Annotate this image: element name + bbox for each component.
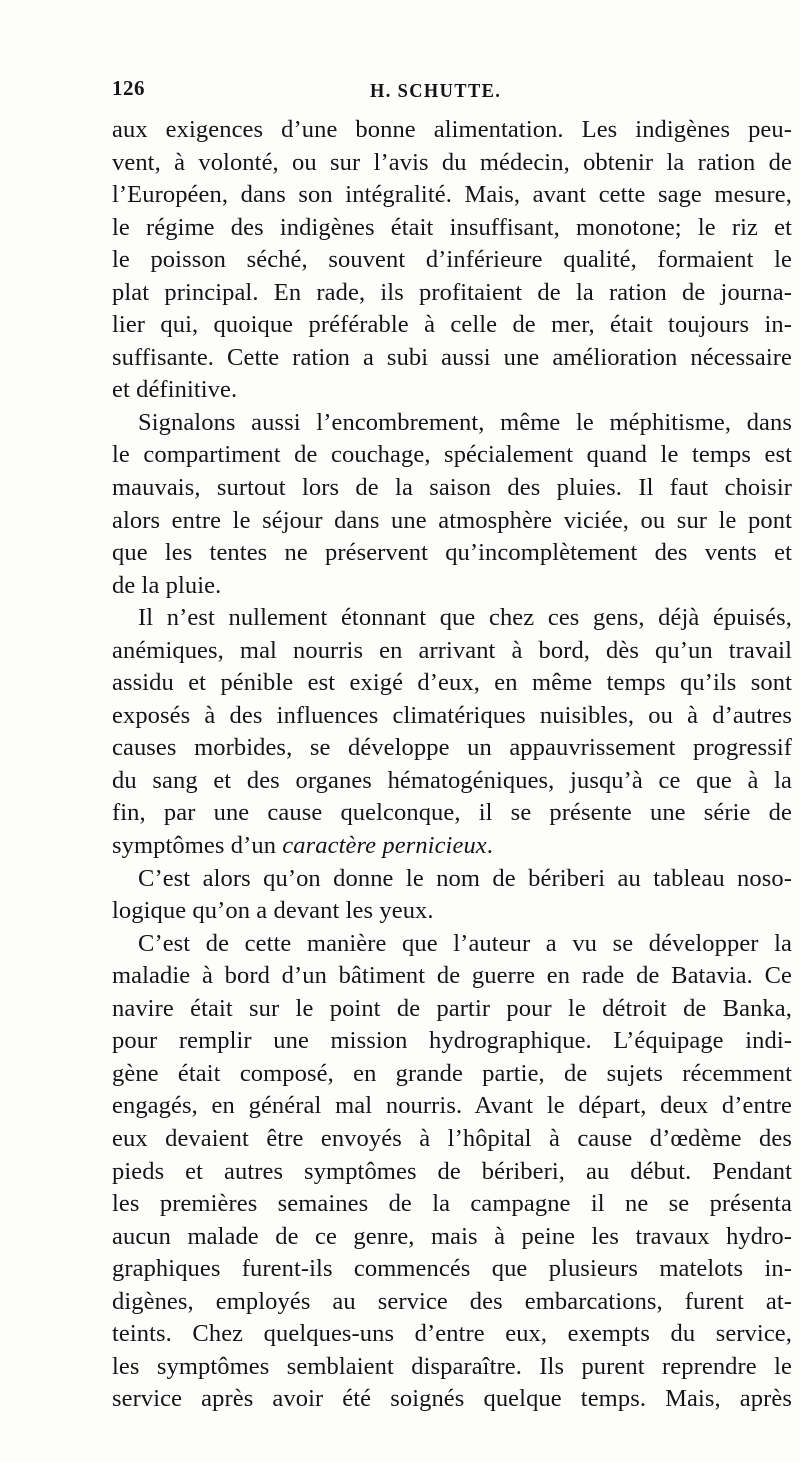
line-text: eux devaient être envoyés à l’hôpital à cause d’œdème des — [112, 1124, 792, 1152]
text-line — [112, 407, 792, 440]
line-text: pieds et autres symptômes de bériberi, au début. Pendant — [112, 1157, 792, 1185]
text-line — [112, 505, 792, 538]
text-line — [112, 765, 792, 798]
text-line — [112, 570, 792, 603]
line-text: graphiques furent-ils commencés que plusieurs matelots in- — [112, 1255, 792, 1283]
line-text: logique qu’on a devant les yeux. — [112, 897, 434, 925]
page-header — [112, 76, 792, 108]
text-line — [112, 309, 792, 342]
line-text: le poisson séché, souvent d’inférieure qualité, formaient le — [112, 246, 792, 274]
text-line — [112, 439, 792, 472]
text-line — [112, 1188, 792, 1221]
text-line — [112, 1090, 792, 1123]
text-line — [112, 928, 792, 961]
line-text: pour remplir une mission hydrographique. L’équipage indi- — [112, 1027, 792, 1055]
text-line — [112, 1156, 792, 1189]
line-text: symptômes d’un — [112, 832, 283, 860]
text-line — [112, 114, 792, 147]
text-line — [112, 1025, 792, 1058]
text-line — [112, 1318, 792, 1351]
line-text: de la pluie. — [112, 571, 222, 599]
line-text: exposés à des influences climatériques nuisibles, ou à d’autres — [112, 701, 792, 729]
text-line — [112, 179, 792, 212]
line-text: les premières semaines de la campagne il ne se présenta — [112, 1190, 792, 1218]
text-line — [112, 993, 792, 1026]
page-number: 126 — [112, 76, 145, 100]
line-text: C’est alors qu’on donne le nom de bériberi au tableau noso- — [138, 864, 792, 892]
line-text: vent, à volonté, ou sur l’avis du médecin, obtenir la ration de — [112, 148, 792, 176]
text-line — [112, 244, 792, 277]
text-line — [112, 1253, 792, 1286]
italic-phrase: caractère pernicieux — [282, 832, 487, 860]
line-text: navire était sur le point de partir pour le détroit de Banka, — [112, 994, 792, 1022]
line-text: que les tentes ne préservent qu’incomplètement des vents et — [112, 539, 792, 567]
line-text: Il n’est nullement étonnant que chez ces gens, déjà épuisés, — [138, 604, 792, 632]
line-text: gène était composé, en grande partie, de sujets récemment — [112, 1059, 792, 1087]
text-line — [112, 667, 792, 700]
text-line — [112, 277, 792, 310]
line-text: plat principal. En rade, ils profitaient de la ration de journa- — [112, 278, 792, 306]
text-line — [112, 700, 792, 733]
line-text: aux exigences d’une bonne alimentation. Les indigènes peu- — [112, 116, 792, 143]
text-line — [112, 1123, 792, 1156]
text-line — [112, 732, 792, 765]
text-line — [112, 1351, 792, 1384]
text-line — [112, 960, 792, 993]
text-line — [112, 147, 792, 180]
line-text: service après avoir été soignés quelque temps. Mais, après — [112, 1385, 792, 1413]
running-head: H. SCHUTTE. — [370, 80, 502, 102]
line-text: lier qui, quoique préférable à celle de mer, était toujours in- — [112, 311, 792, 339]
line-text: mauvais, surtout lors de la saison des pluies. Il faut choisir — [112, 474, 792, 502]
line-text: causes morbides, se développe un appauvrissement progressif — [112, 734, 792, 762]
text-line — [112, 797, 792, 830]
line-text: le compartiment de couchage, spécialement quand le temps est — [112, 441, 792, 469]
text-line — [112, 863, 792, 896]
line-text: digènes, employés au service des embarcations, furent at- — [112, 1287, 792, 1315]
text-line — [112, 1286, 792, 1319]
line-text-tail: . — [486, 832, 493, 860]
line-text: C’est de cette manière que l’auteur a vu se développer la — [138, 929, 792, 957]
text-line — [112, 635, 792, 668]
line-text: et définitive. — [112, 376, 238, 404]
line-text: Signalons aussi l’encombrement, même le méphitisme, dans — [138, 408, 792, 436]
text-line — [112, 212, 792, 245]
text-line — [112, 374, 792, 407]
line-text: fin, par une cause quelconque, il se présente une série de — [112, 799, 792, 827]
line-text: le régime des indigènes était insuffisant, monotone; le riz et — [112, 213, 792, 241]
text-line — [112, 602, 792, 635]
text-line — [112, 1221, 792, 1254]
body-text — [112, 114, 792, 1416]
text-line — [112, 472, 792, 505]
text-line — [112, 1058, 792, 1091]
line-text: teints. Chez quelques-uns d’entre eux, exempts du service, — [112, 1320, 792, 1348]
line-text: suffisante. Cette ration a subi aussi une amélioration nécessaire — [112, 343, 792, 371]
line-text: maladie à bord d’un bâtiment de guerre en rade de Batavia. Ce — [112, 962, 792, 990]
text-line — [112, 537, 792, 570]
text-line — [112, 1383, 792, 1416]
text-line — [112, 895, 792, 928]
line-text: alors entre le séjour dans une atmosphère viciée, ou sur le pont — [112, 506, 792, 534]
line-text: engagés, en général mal nourris. Avant le départ, deux d’entre — [112, 1092, 792, 1120]
line-text: du sang et des organes hématogéniques, jusqu’à ce que à la — [112, 766, 792, 794]
line-text: les symptômes semblaient disparaître. Ils purent reprendre le — [112, 1352, 792, 1380]
line-text: anémiques, mal nourris en arrivant à bord, dès qu’un travail — [112, 636, 792, 664]
text-line — [112, 342, 792, 375]
line-text: aucun malade de ce genre, mais à peine les travaux hydro- — [112, 1222, 792, 1250]
line-text: l’Européen, dans son intégralité. Mais, avant cette sage mesure, — [112, 181, 792, 209]
text-line — [112, 830, 792, 863]
line-text: assidu et pénible est exigé d’eux, en même temps qu’ils sont — [112, 669, 792, 697]
